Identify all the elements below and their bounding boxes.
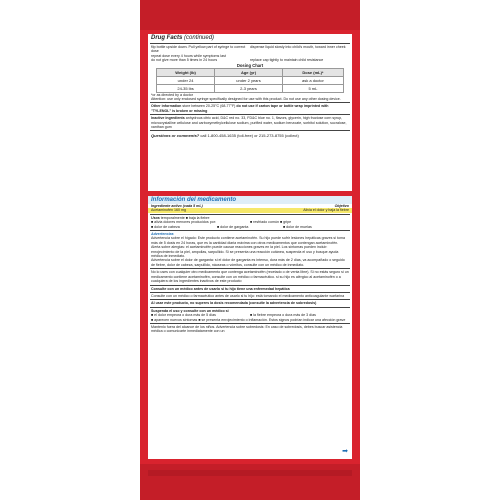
usos-section: Usos temporalmente ■ baja la fiebre (151, 215, 210, 220)
no-use-warning: No lo uses con cualquier otro medicamento que contenga acetaminofén (recetado o de venta libre). Si no estás seguro si un medicamento contiene acetaminofén, consulte con un médico o farmacéutico. si su hijo es alérgico al acetaminofén o a cualquiera de los ingredientes inactivos de este producto (151, 270, 349, 284)
stop-use-row-2: ■ aparecen nuevos síntomas ■ se presenta enrojecimiento o inflamación. Estos signos podrían indicar una afección grave (151, 317, 346, 322)
continue-arrow-icon: ➡ (342, 448, 348, 455)
attention-text: Attention: use only enclosed syringe specifically designed for use with this product. Do not use any other dosing device. (151, 97, 341, 102)
ingredient-header-row: Ingrediente activo (cada 5 mL) Objetivo (151, 204, 349, 208)
directions-row-2: repeat dose every 4 hours while symptoms last (151, 53, 226, 58)
dosing-chart-title: Dosing Chart (236, 62, 264, 68)
spanish-info-panel (148, 196, 352, 459)
other-information: Other information store between 20-25°C (68-77°F) do not use if carton tape or bottle wrap imprinted with "TYLENOL" is broken or missing (151, 104, 329, 113)
questions-line: Questions or comments? call 1-800-458-1635 (toll-free) or 215-273-8755 (collect) (151, 133, 299, 139)
usos-row-3: ■ dolor de cabeza ■ dolor de garganta ■ dolor de muelas (151, 224, 312, 229)
directions-row-3: do not give more than 5 times in 24 hours replace cap tightly to maintain child resistance (151, 58, 324, 63)
dose-footnote: *or as directed by a doctor (151, 92, 193, 97)
drug-facts-panel (148, 34, 352, 191)
table-header: Age (yr) (215, 68, 283, 76)
table-row: under 24 under 2 years ask a doctor (157, 76, 344, 84)
doctor-warning-2: Consulte con un médico o farmacéutico antes de usarlo si tu hijo: está tomando el medicamento anticoagulante warfarina (151, 293, 345, 298)
doctor-warning-1: Consulte con un médico antes de usarlo si tu hijo tiene una enfermedad hepática (151, 286, 290, 291)
table-header: Weight (lb) (157, 68, 215, 76)
stop-use-title: Suspenda el uso y consulte con un médico si (151, 308, 229, 313)
stop-use-row-1: ■ el dolor empeora o dura más de 5 días ■ la fiebre empeora o dura más de 3 días (151, 313, 316, 318)
directions-row-1: flip bottle upside down. Pull yellow part of syringe to correct dose dispense liquid slowly into child's mouth, toward inner cheek (151, 45, 346, 54)
package-top-flap (140, 0, 360, 30)
inactive-ingredients: Inactive ingredients anhydrous citric acid, D&C red no. 33, FD&C blue no. 1, flavors, glycerin, high fructose corn syrup, microcrystalline cellulose and carboxymethylcellulose sodium, purified water, sodium benzoate, sorbitol solution, sucralose, xanthan gum (151, 116, 347, 130)
liver-warning: Advertencia sobre el hígado: Este producto contiene acetaminofén. Su hijo puede sufrir lesiones hepáticas graves si toma más de 5 dosis en 24 horas, que es la cantidad diaria máxima con otros medicamentos que contengan acetaminofén. (151, 236, 345, 245)
spanish-info-title: Información del medicamento (148, 196, 352, 204)
keep-away-warning: Mantenlo fuera del alcance de los niños. Advertencia sobre sobredosis: En caso de sobredosis, debes buscar asistencia médica o comunicarte inmediatamente con un (151, 324, 343, 334)
usos-row-2: ■ alivia dolores menores producidos por: ■ resfriado común ■ gripe (151, 220, 292, 225)
bottom-bar (148, 470, 352, 476)
throat-warning: Advertencia sobre el dolor de garganta: si el dolor de garganta es intenso, dura más de 2 días, va acompañado o seguido de fiebre, dolor de cabeza, sarpullido, náuseas o vómitos, consulte con un médico de inmediato. (151, 258, 345, 267)
advertencias-title: Advertencias (151, 232, 174, 237)
dosing-table (156, 68, 344, 93)
ingredient-row: Acetaminofén 160 mg Alivia el dolor y baja la fiebre (148, 208, 352, 212)
dose-warning: Al usar este producto, no superes la dosis recomendada (consulte la advertencia de sobredosis) (151, 301, 317, 306)
package-back (140, 0, 360, 500)
table-row: 24-35 lbs 2-3 years 5 mL (157, 84, 344, 92)
allergy-warning: Alerta sobre alergias: el acetaminofén puede causar reacciones graves en la piel. Los síntomas pueden incluir: enrojecimiento de la piel, ampollas, sarpullido. Si se presenta una reacción cutánea, suspenda el uso y busque ayuda médica de inmediato. (151, 245, 339, 259)
table-header: Dose (mL)* (282, 68, 343, 76)
drug-facts-title: Drug Facts (continued) (151, 35, 215, 41)
